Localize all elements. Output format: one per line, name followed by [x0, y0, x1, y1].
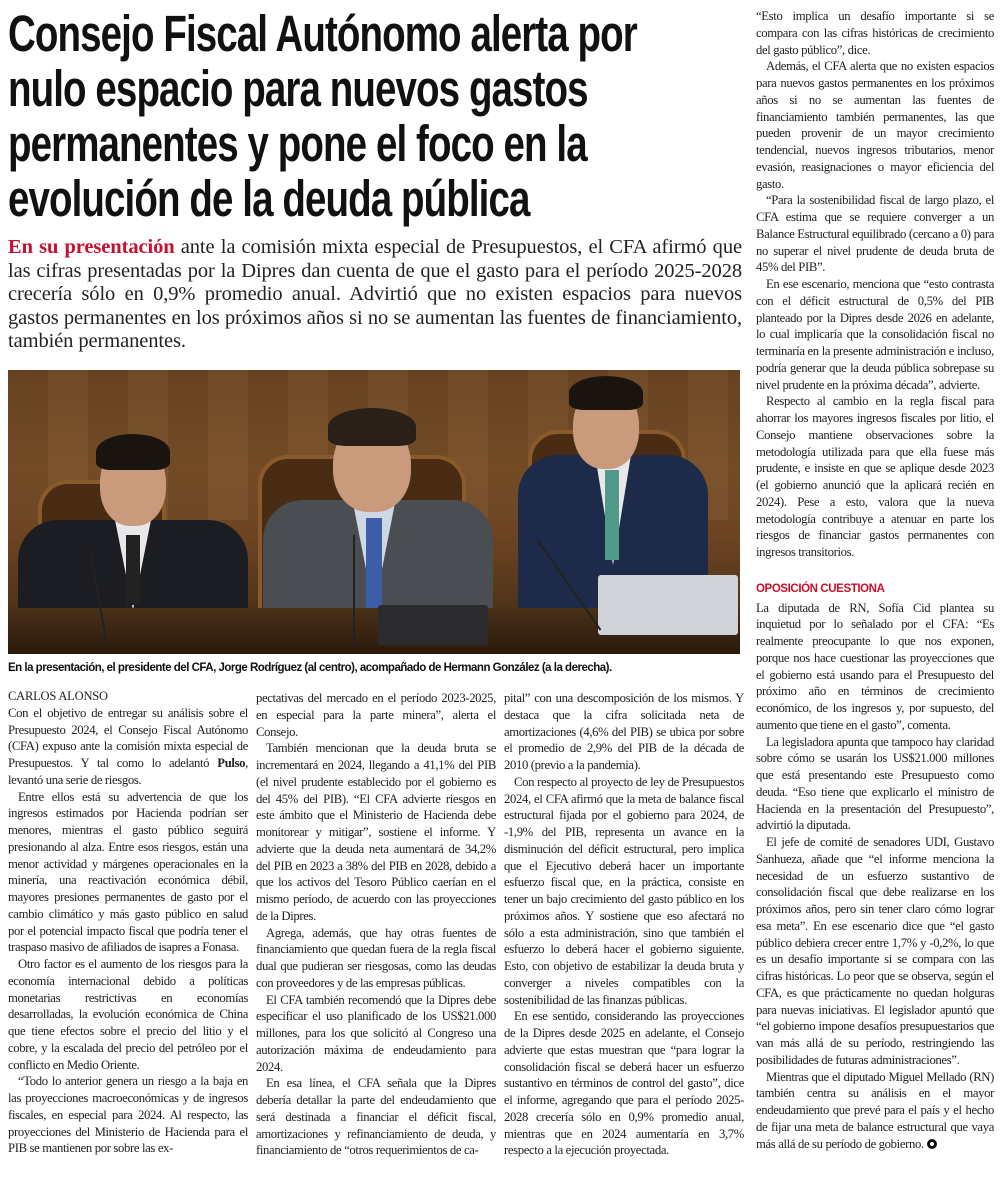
headline-line: evolución de la deuda pública — [8, 170, 530, 227]
body-paragraph — [756, 1069, 994, 1153]
body-paragraph: El jefe de comité de senadores UDI, Gustavo Sanhueza, añade que “el informe menciona la necesidad de un esfuerzo sustantivo de consolidación fiscal que debe realizarse en los próximos años, pero sin tener claro cómo lograr esa meta”. En ese escenario dice que “el gasto público debiera crecer entre 1,7% y -0,2%, lo que es un desafío importante si se compara con las cifras históricas. Lo peor que se observa, según el CFA, es que prácticamente no quedan holguras para nuevas iniciativas. El legislador apuntó que “el gobierno impone desafíos presupuestarios que van más allá de su período, restringiendo las posibilidades de futuras administraciones”. — [756, 835, 994, 1067]
article-column-2 — [256, 690, 496, 1159]
photo-laptop — [378, 605, 488, 645]
body-paragraph: Con respecto al proyecto de ley de Presupuestos 2024, el CFA afirmó que la meta de balance fiscal estructural fijada por el gobierno para 2024, de -1,9% del PIB, representa un avance en la disminución del déficit estructural, pero implica que el Ejecutivo deberá hacer un importante esfuerzo fiscal que, en la práctica, consiste en tener un bajo crecimiento del gasto público en los próximos años. Y sostiene que eso afectará no sólo a esta administración, sino que también el esfuerzo lo deberá hacer el gobierno siguiente. Esto, con objetivo de estabilizar la deuda bruta y converger a niveles compatibles con la sostenibilidad de las finanzas públicas. — [504, 774, 744, 1007]
photo-microphone — [353, 535, 355, 645]
headline — [8, 6, 748, 226]
deck-text: ante la comisión mixta especial de Presupuestos, el CFA afirmó que las cifras presentadas por la Dipres dan cuenta de que el gasto para el período 2025-2028 crecería sólo en 0,9% promedio anual. Advirtió que no existen espacios para nuevos gastos permanentes en los próximos años si no se aumentan las fuentes de financiamiento, también permanentes. — [8, 236, 742, 353]
body-paragraph: “Para la sostenibilidad fiscal de largo plazo, el CFA estima que se requiere converger a un Balance Estructural equilibrado (cercano a 0) para no superar el nivel prudente de deuda bruta de 45% del PIB”. — [756, 193, 994, 275]
publication-name: Pulso — [217, 756, 246, 770]
headline-line: permanentes y pone el foco en la — [8, 115, 587, 172]
body-paragraph: Otro factor es el aumento de los riesgos para la economía internacional debido a políticas monetarias restrictivas en economías desarrolladas, la evolución económica de China que tiene efectos sobre el precio del litio y el cobre, y la escalada del precio del petróleo por el conflicto en Medio Oriente. — [8, 957, 248, 1072]
article-column-4 — [756, 8, 994, 1152]
body-paragraph: Entre ellos está su advertencia de que los ingresos estimados por Hacienda podrían ser menores, mientras el gasto público seguirá presionando al alza. Entre esos riesgos, están una menor actividad y márgenes operacionales en la minería, una reactivación económica débil, mayores presiones permanentes de gasto por el cambio climático y más gasto público en salud por el potencial impacto fiscal que podría tener el traspaso masivo de afiliados de isapres a Fonasa. — [8, 789, 248, 955]
body-paragraph: En esa línea, el CFA señala que la Dipres debería detallar la parte del endeudamiento que será destinada a financiar el déficit fiscal, amortizaciones y refinanciamiento de deuda, y financiamiento de “otros requerimientos de ca- — [256, 1076, 496, 1158]
body-paragraph: “Esto implica un desafío importante si se compara con las cifras históricas de crecimiento del gasto público”, dice. — [756, 9, 994, 57]
body-paragraph: Además, el CFA alerta que no existen espacios para nuevos gastos permanentes en los próximos años si no se aumentan las fuentes de financiamiento también permanentes, las que pueden provenir de un mayor crecimiento tendencial, nuevos ingresos tributarios, menor evasión, reasignaciones o mayor eficiencia del gasto. — [756, 59, 994, 191]
body-paragraph: El CFA también recomendó que la Dipres debe especificar el uso planificado de los US$21.000 millones, para los que solicitó al Congreso una autorización máxima de endeudamiento para 2024. — [256, 992, 496, 1074]
photo-caption: En la presentación, el presidente del CFA, Jorge Rodríguez (al centro), acompañado de Hermann González (a la derecha). — [8, 662, 612, 674]
body-paragraph: La legisladora apunta que tampoco hay claridad sobre cómo se usarán los US$21.000 millones que está presentando este Presupuesto como deuda. “Eso tiene que explicarlo el ministro de Hacienda en la presentación del Presupuesto”, advirtió la diputada. — [756, 734, 994, 833]
end-of-article-icon — [927, 1139, 937, 1149]
headline-line: Consejo Fiscal Autónomo alerta por — [8, 5, 637, 62]
text-run: Mientras que el diputado Miguel Mellado (RN) también centra su análisis en el mayor endeudamiento que prevé para el país y el hecho de fijar una meta de balance estructural que vaya más allá de su período de gobierno. — [756, 1069, 994, 1151]
article-photo — [8, 370, 740, 654]
body-paragraph: Agrega, además, que hay otras fuentes de financiamiento que quedan fuera de la regla fiscal dual que pudieran ser riesgosas, como las deudas con proveedores y de las empresas públicas. — [256, 925, 496, 990]
body-paragraph: “Todo lo anterior genera un riesgo a la baja en las proyecciones macroeconómicas y de ingresos fiscales, en especial para 2024. Al respecto, las proyecciones del Ministerio de Hacienda para el PIB se mantienen por sobre las ex- — [8, 1074, 248, 1156]
body-paragraph: pital” con una descomposición de los mismos. Y destaca que la cifra solicitada neta de amortizaciones (4,6% del PIB) se ubica por sobre el promedio de 2,9% del PIB de la década de 2010 (previo a la pandemia). — [504, 691, 744, 772]
body-paragraph: También mencionan que la deuda bruta se incrementará en 2024, llegando a 41,1% del PIB (el nivel prudente establecido por el gobierno es del 45% del PIB). “El CFA advierte riesgos en este ámbito que el Ministerio de Hacienda debe monitorear y mitigar”, sostiene el informe. Y advierte que la deuda neta aumentará de 34,2% del PIB en 2023 a 38% del PIB en 2028, debido a que los activos del Tesoro Público caerían en el mismo período, de acuerdo con las proyecciones de la Dipres. — [256, 741, 496, 923]
section-subhead: OPOSICIÓN CUESTIONA — [756, 582, 885, 595]
article-column-1 — [8, 688, 248, 1157]
text-run: , levantó una serie de riesgos. — [8, 756, 248, 787]
body-paragraph: En ese escenario, menciona que “esto contrasta con el déficit estructural de 0,5% del PIB planteado por la Dipres desde 2026 en adelante, lo cual implicaría que la consolidación fiscal no terminaría en la presente administración e incluso, podría generar que la deuda pública sobrepase su nivel prudente en la próxima década”, advierte. — [756, 277, 994, 392]
body-paragraph — [8, 705, 248, 789]
body-paragraph: En ese sentido, considerando las proyecciones de la Dipres desde 2025 en adelante, el Consejo advierte que estas muestran que “para lograr la consolidación fiscal se deberá hacer un esfuerzo sustantivo en términos de control del gasto”, dice el informe, agregando que para el período 2025-2028 crecería sólo en 0,9% promedio anual, mientras que en 2024 aumentaría en 3,7% respecto a la ejecución proyectada. — [504, 1009, 744, 1158]
body-paragraph: La diputada de RN, Sofía Cid plantea su inquietud por lo señalado por el CFA: “Es realmente preocupante lo que nos exponen, porque nos hace cuestionar las proyecciones que el gobierno está usando para el Presupuesto del próximo año en términos de crecimiento económico, de los ingresos y, por supuesto, del aumento que tiene en el gasto”, comenta. — [756, 600, 994, 732]
photo-laptop — [598, 575, 738, 635]
byline: CARLOS ALONSO — [8, 689, 108, 703]
article-column-3 — [504, 690, 744, 1159]
body-paragraph: pectativas del mercado en el período 2023-2025, en especial para la parte minera”, alerta el Consejo. — [256, 691, 496, 739]
deck-lead: En su presentación — [8, 236, 175, 258]
text-run: Con el objetivo de entregar su análisis sobre el Presupuesto 2024, el Consejo Fiscal Autónomo (CFA) expuso ante la comisión mixta especial de Presupuestos. Y tal como lo adelantó — [8, 705, 248, 770]
headline-line: nulo espacio para nuevos gastos — [8, 60, 588, 117]
body-paragraph: Respecto al cambio en la regla fiscal para ahorrar los mayores ingresos fiscales por litio, el Consejo mantiene observaciones sobre la metodología utilizada para que ella fuese más prudente, e insiste en que se aplique desde 2023 (el gobierno anunció que la aplicará recién en 2024). Pese a esto, valora que la nueva metodología contribuye a atenuar en parte los riesgos de financiar gastos permanentes con ingresos transitorios. — [756, 394, 994, 559]
deck — [8, 236, 742, 354]
